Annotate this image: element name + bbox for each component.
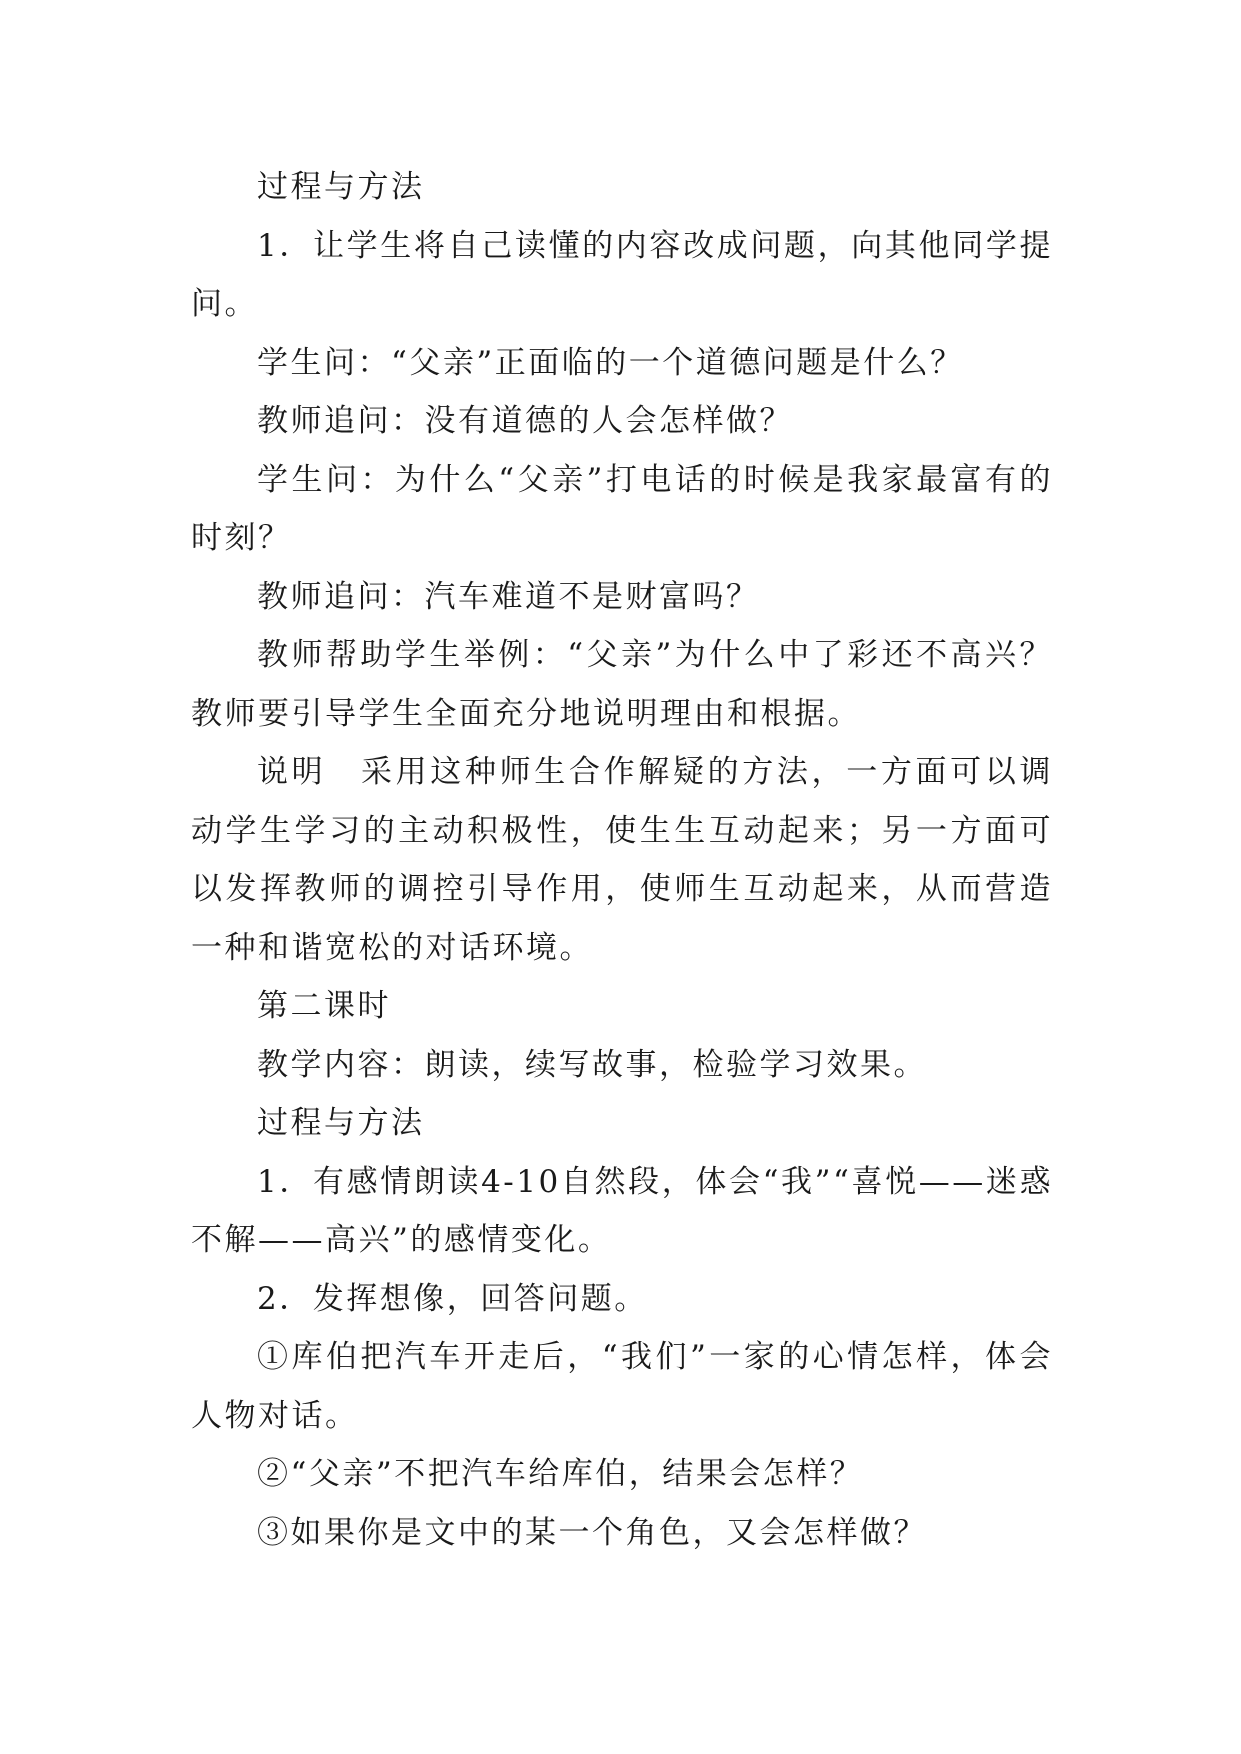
- paragraph: 教学内容：朗读，续写故事，检验学习效果。: [257, 1046, 927, 1083]
- paragraph: ①库伯把汽车开走后，“我们”一家的心情怎样，体会人物对话。: [191, 1339, 1053, 1434]
- paragraph: 1．有感情朗读4-10自然段，体会“我”“喜悦——迷惑不解——高兴”的感情变化。: [191, 1163, 1053, 1258]
- paragraph: 说明 采用这种师生合作解疑的方法，一方面可以调动学生学习的主动积极性，使生生互动起来；另一方面可以发挥教师的调控引导作用，使师生互动起来，从而营造一种和谐宽松的对话环境。: [191, 754, 1053, 966]
- paragraph: ②“父亲”不把汽车给库伯，结果会怎样？: [257, 1456, 864, 1492]
- paragraph: ③如果你是文中的某一个角色，又会怎样做？: [257, 1514, 927, 1551]
- section-heading: 第二课时: [257, 988, 391, 1024]
- paragraph: 教师帮助学生举例：“父亲”为什么中了彩还不高兴？教师要引导学生全面充分地说明理由和根据。: [191, 637, 1053, 732]
- paragraph: 教师追问：汽车难道不是财富吗？: [257, 578, 760, 615]
- document-body: [191, 158, 1053, 1562]
- paragraph: 2．发挥想像，回答问题。: [257, 1280, 648, 1317]
- paragraph: 学生问：为什么“父亲”打电话的时候是我家最富有的时刻？: [191, 461, 1053, 556]
- paragraph: 学生问：“父亲”正面临的一个道德问题是什么？: [257, 344, 964, 381]
- section-heading: 过程与方法: [257, 1105, 425, 1141]
- paragraph: 1．让学生将自己读懂的内容改成问题，向其他同学提问。: [191, 227, 1053, 322]
- section-heading: 过程与方法: [257, 169, 425, 205]
- paragraph: 教师追问：没有道德的人会怎样做？: [257, 403, 793, 439]
